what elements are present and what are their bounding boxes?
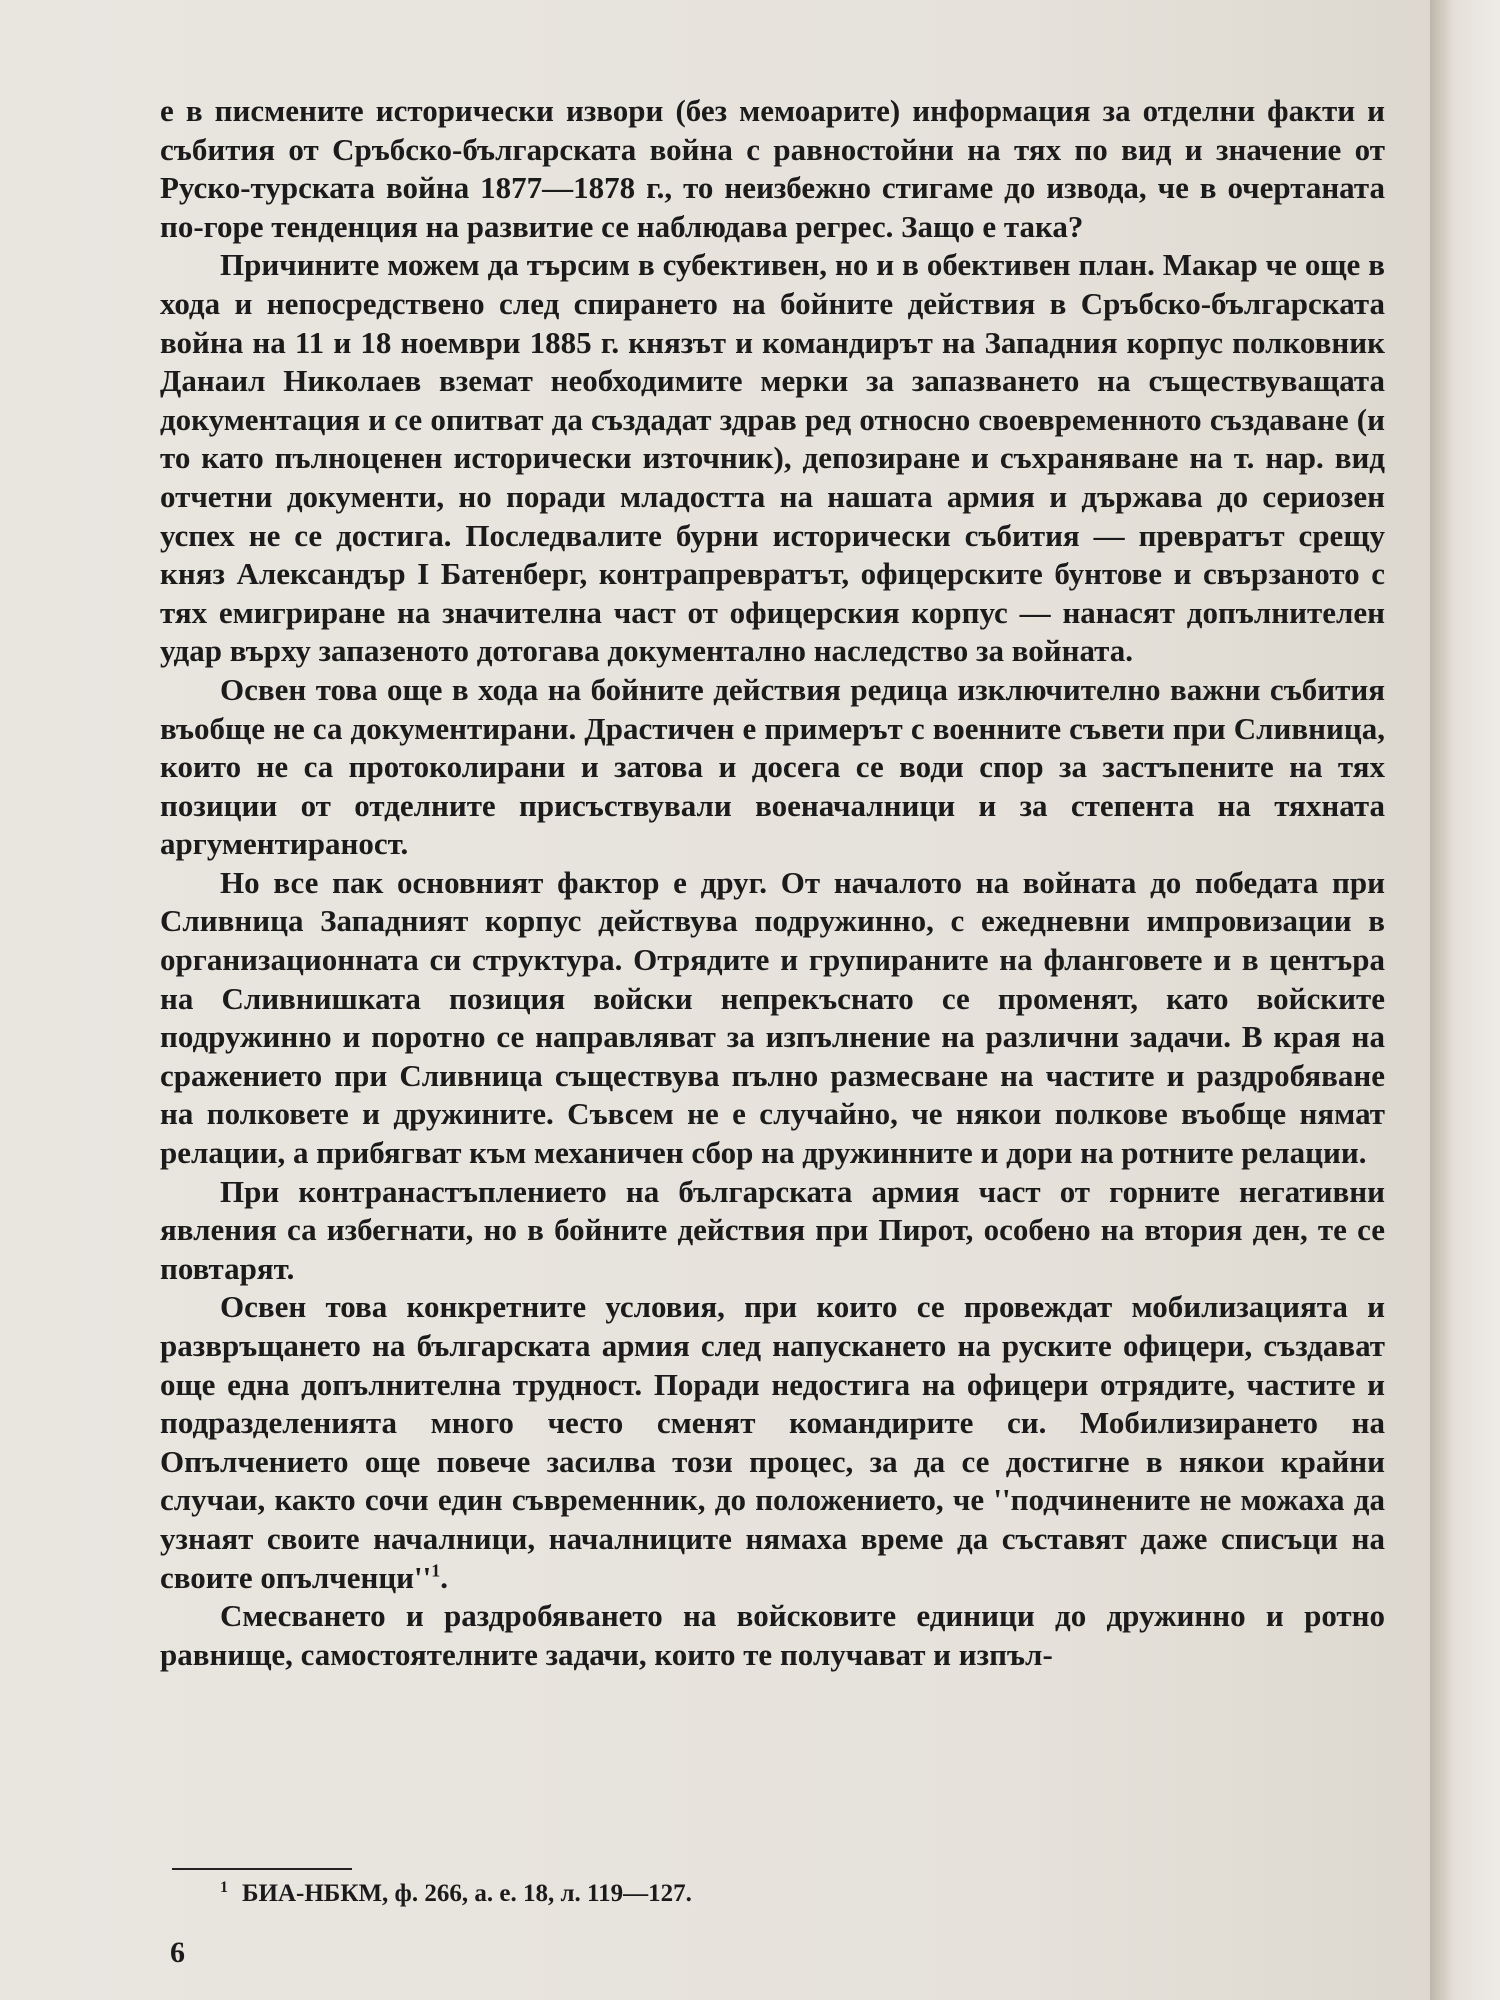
footnote-marker: 1 <box>220 1878 228 1896</box>
paragraph-6: Освен това конкретните условия, при които се провеждат мобилизацията и развръщането на българската армия след напускането на руските офицери, създават още една допълнителна трудност. Поради недостига на офицери отрядите, частите и подразделенията много често сменят командирите си. Мобилизирането на Опълчението още повече засилва този процес, за да се достигне в някои крайни случаи, както сочи един съвременник, до положението, че ''подчинените не можаха да узнаят своите началници, началниците нямаха време да съставят даже списъци на своите $опълченци''^1$. <box>160 1289 1385 1595</box>
body-text <box>160 92 1385 1674</box>
footnote-divider <box>172 1868 352 1870</box>
paragraph-2: Причините можем да търсим в субективен, но и в обективен план. Макар че още в хода и непосредствено след спирането на бойните действия в Сръбско-българската война на 11 и 18 ноември 1885 г. князът и командирът на Западния корпус полковник Данаил Николаев вземат необходимите мерки за запазването на съществуващата документация и се опитват да създадат здрав ред относно своевременното създаване (и то като пълноценен исторически източник), депозиране и съхраняване на т. нар. вид отчетни документи, но поради младостта на нашата армия и държава до сериозен успех не се достига. Последвалите бурни исторически събития — превратът срещу княз Александър I Батенберг, контрапревратът, офицерските бунтове и свързаното с тях емигриране на значителна част от офицерския корпус — нанасят допълнителен удар върху запазеното дотогава документално наследство за войната. <box>160 247 1385 669</box>
paragraph-4: Но все пак основният фактор е друг. От началото на войната до победата при Сливница Западният корпус действува подружинно, с ежедневни импровизации в организационната си структура. Отрядите и групираните на фланговете и в центъра на Сливнишката позиция войски непрекъснато се променят, като войските подружинно и поротно се направляват за изпълнение на различни задачи. В края на сражението при Сливница съществува пълно размесване на частите и раздробяване на полковете и дружините. Съвсем не е случайно, че някои полкове въобще нямат релации, а прибягват към механичен сбор на дружинните и дори на ротните релации. <box>160 864 1385 1171</box>
next-page-edge <box>1430 0 1500 2000</box>
footnote-text: БИА-НБКМ, ф. 266, а. е. 18, л. 119—127. <box>242 1880 692 1907</box>
footnote-reference: 1 <box>431 1560 441 1581</box>
paragraph-3: Освен това още в хода на бойните действия редица изключително важни събития въобще не са документирани. Драстичен е примерът с военните съвети при Сливница, които не са протоколирани и затова и досега се води спор за застъпените на тях позиции от отделните присъствували военачалници и за степента на тяхната аргументираност. <box>160 671 1385 862</box>
page-number: 6 <box>170 1936 185 1969</box>
paragraph-6-text: Освен това конкретните условия, при които се провеждат мобилизацията и развръщането на българската армия след напускането на руските офицери, създават още една допълнителна трудност. Поради недостига на офицери отрядите, частите и подразделенията много често сменят командирите си. Мобилизирането на Опълчението още повече засилва този процес, за да се достигне в някои крайни случаи, както сочи един съвременник, до положението, че ''подчинените не можаха да узнаят своите началници, началниците нямаха време да съставят даже списъци на своите опълченци'' <box>160 1289 1385 1595</box>
paragraph-1: е в писмените исторически извори (без мемоарите) информация за отделни факти и събития от Сръбско-българската война с равностойни на тях по вид и значение от Руско-турската война 1877—1878 г., то неизбежно стигаме до извода, че в очертаната по-горе тенденция на развитие се наблюдава регрес. Защо е така? <box>160 93 1385 244</box>
footnote <box>220 1880 1120 1908</box>
paragraph-5: При контранастъплението на българската армия част от горните негативни явления са избегнати, но в бойните действия при Пирот, особено на втория ден, те се повтарят. <box>160 1173 1385 1286</box>
paragraph-7: Смесването и раздробяването на войсковите единици до дружинно и ротно равнище, самостоятелните задачи, които те получават и изпъл- <box>160 1598 1385 1672</box>
